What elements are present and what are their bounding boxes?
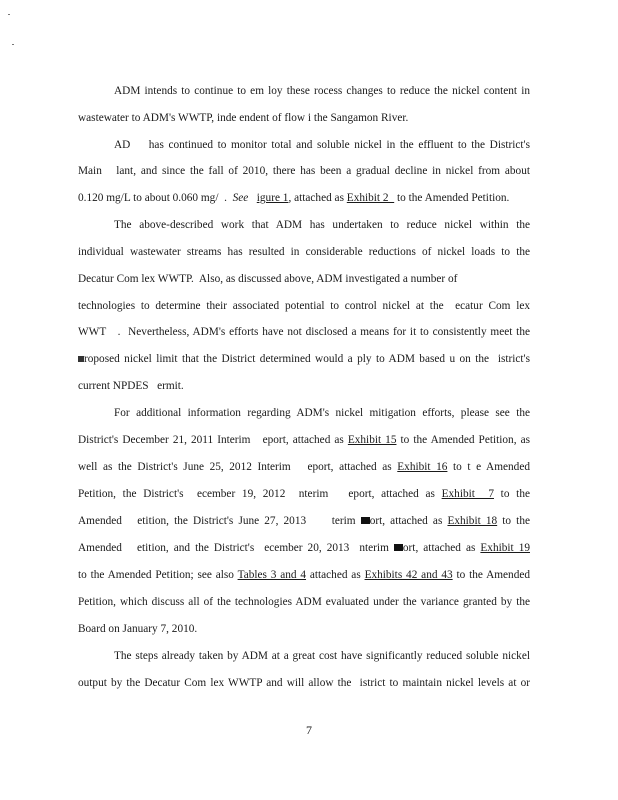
- text-line: The steps already taken by ADM at a great cost have significantly reduced soluble nickel: [114, 650, 530, 662]
- text-line: Main lant, and since the fall of 2010, there has been a gradual decline in nickel from about: [78, 165, 530, 177]
- text-line: ADM intends to continue to em loy these rocess changes to reduce the nickel content in: [114, 85, 530, 97]
- text-line: individual wastewater streams has resulted in considerable reductions of nickel loads to the: [78, 246, 530, 258]
- text-line: to the Amended Petition; see also Tables 3 and 4 attached as Exhibits 42 and 43 to the Amended: [78, 569, 531, 581]
- text-line: The above-described work that ADM has undertaken to reduce nickel within the: [114, 219, 530, 231]
- text-line: wastewater to ADM's WWTP, inde endent of flow i the Sangamon River.: [78, 112, 409, 124]
- text-line: For additional information regarding ADM's nickel mitigation efforts, please see the: [114, 407, 530, 419]
- text-line: Petition, which discuss all of the technologies ADM evaluated under the variance granted by the: [78, 596, 530, 608]
- text-line: 0.120 mg/L to about 0.060 mg/ . See igure 1, attached as Exhibit 2 to the Amended Petition.: [78, 192, 510, 204]
- text-line: Amended etition, and the District's ecember 20, 2013 nterim ort, attached as Exhibit 19: [78, 542, 530, 554]
- text-line: WWT . Nevertheless, ADM's efforts have not disclosed a means for it to consistently meet the: [78, 326, 530, 338]
- text-line: Petition, the District's ecember 19, 2012 nterim eport, attached as Exhibit 7 to the: [78, 488, 530, 500]
- text-line: technologies to determine their associated potential to control nickel at the ecatur Com lex: [78, 300, 530, 312]
- scan-speck: [8, 14, 10, 15]
- text-line: Decatur Com lex WWTP. Also, as discussed above, ADM investigated a number of: [78, 273, 458, 285]
- redaction-mark: [361, 517, 370, 524]
- text-line: AD has continued to monitor total and soluble nickel in the effluent to the District's: [114, 139, 530, 151]
- text-line: roposed nickel limit that the District determined would a ply to ADM based u on the istrict's: [78, 352, 530, 366]
- page-number: 7: [306, 723, 312, 737]
- text-line: Board on January 7, 2010.: [78, 623, 198, 635]
- text-line: well as the District's June 25, 2012 Interim eport, attached as Exhibit 16 to t e Amended: [78, 461, 530, 473]
- scan-speck: [12, 44, 14, 45]
- text-line: Amended etition, the District's June 27, 2013 terim ort, attached as Exhibit 18 to the: [78, 515, 530, 527]
- text-line: output by the Decatur Com lex WWTP and will allow the istrict to maintain nickel levels at or: [78, 677, 530, 689]
- text-line: current NPDES ermit.: [78, 380, 184, 392]
- text-line: District's December 21, 2011 Interim eport, attached as Exhibit 15 to the Amended Petition, as: [78, 434, 530, 446]
- redaction-mark: [394, 544, 403, 551]
- redaction-mark: [78, 356, 84, 362]
